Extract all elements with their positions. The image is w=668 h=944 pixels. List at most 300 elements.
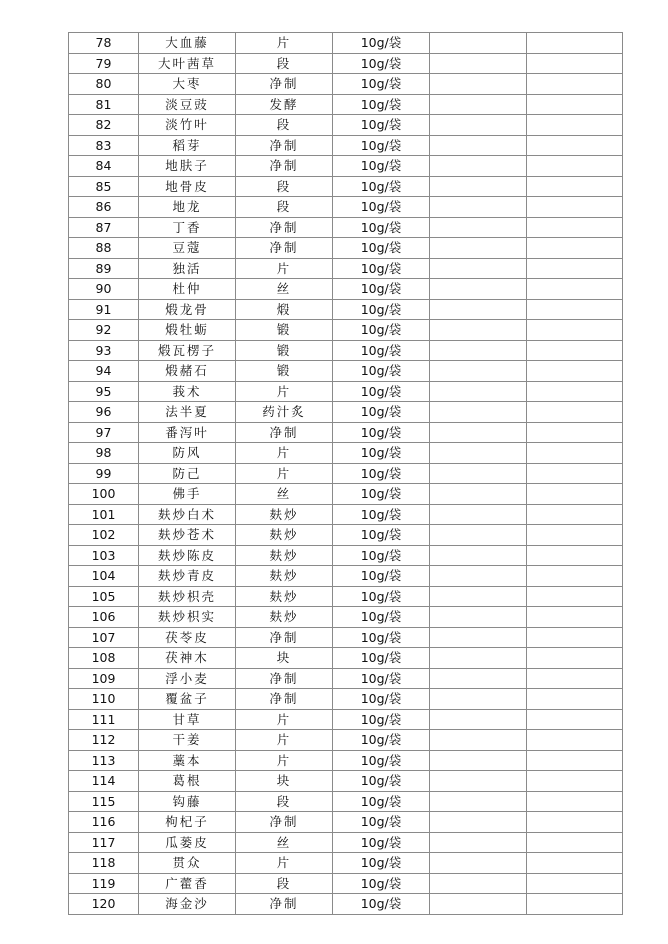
table-row [69, 402, 623, 423]
processing-method: 麸炒 [236, 566, 333, 587]
herb-name: 麸炒陈皮 [139, 545, 236, 566]
empty-cell-2 [527, 258, 623, 279]
herb-name: 番泻叶 [139, 422, 236, 443]
row-number: 96 [69, 402, 139, 423]
empty-cell-1 [430, 361, 527, 382]
package-spec: 10g/袋 [333, 689, 430, 710]
empty-cell-1 [430, 115, 527, 136]
processing-method: 丝 [236, 484, 333, 505]
table-row [69, 484, 623, 505]
table-row [69, 832, 623, 853]
package-spec: 10g/袋 [333, 709, 430, 730]
processing-method: 麸炒 [236, 607, 333, 628]
table-row [69, 791, 623, 812]
processing-method: 段 [236, 115, 333, 136]
table-row [69, 115, 623, 136]
table-row [69, 176, 623, 197]
processing-method: 净制 [236, 156, 333, 177]
table-row [69, 279, 623, 300]
empty-cell-1 [430, 873, 527, 894]
table-row [69, 853, 623, 874]
empty-cell-2 [527, 320, 623, 341]
herb-name: 瓜蒌皮 [139, 832, 236, 853]
herb-name: 地龙 [139, 197, 236, 218]
package-spec: 10g/袋 [333, 299, 430, 320]
empty-cell-2 [527, 791, 623, 812]
package-spec: 10g/袋 [333, 484, 430, 505]
empty-cell-1 [430, 525, 527, 546]
row-number: 103 [69, 545, 139, 566]
package-spec: 10g/袋 [333, 33, 430, 54]
empty-cell-2 [527, 627, 623, 648]
table-row [69, 730, 623, 751]
package-spec: 10g/袋 [333, 361, 430, 382]
empty-cell-2 [527, 299, 623, 320]
herb-name: 茯神木 [139, 648, 236, 669]
package-spec: 10g/袋 [333, 750, 430, 771]
processing-method: 净制 [236, 812, 333, 833]
empty-cell-1 [430, 730, 527, 751]
table-row [69, 33, 623, 54]
row-number: 84 [69, 156, 139, 177]
package-spec: 10g/袋 [333, 566, 430, 587]
row-number: 93 [69, 340, 139, 361]
processing-method: 净制 [236, 668, 333, 689]
row-number: 120 [69, 894, 139, 915]
empty-cell-1 [430, 566, 527, 587]
row-number: 83 [69, 135, 139, 156]
empty-cell-1 [430, 484, 527, 505]
row-number: 104 [69, 566, 139, 587]
row-number: 89 [69, 258, 139, 279]
table-row [69, 771, 623, 792]
row-number: 115 [69, 791, 139, 812]
row-number: 82 [69, 115, 139, 136]
herb-name: 防己 [139, 463, 236, 484]
empty-cell-1 [430, 258, 527, 279]
row-number: 97 [69, 422, 139, 443]
empty-cell-1 [430, 135, 527, 156]
package-spec: 10g/袋 [333, 422, 430, 443]
row-number: 112 [69, 730, 139, 751]
package-spec: 10g/袋 [333, 176, 430, 197]
package-spec: 10g/袋 [333, 648, 430, 669]
herb-name: 麸炒枳壳 [139, 586, 236, 607]
table-row [69, 217, 623, 238]
processing-method: 净制 [236, 627, 333, 648]
row-number: 87 [69, 217, 139, 238]
package-spec: 10g/袋 [333, 197, 430, 218]
empty-cell-2 [527, 443, 623, 464]
empty-cell-2 [527, 238, 623, 259]
herb-table-body [69, 33, 623, 915]
package-spec: 10g/袋 [333, 156, 430, 177]
table-row [69, 340, 623, 361]
table-row [69, 197, 623, 218]
package-spec: 10g/袋 [333, 853, 430, 874]
empty-cell-2 [527, 566, 623, 587]
empty-cell-1 [430, 94, 527, 115]
empty-cell-1 [430, 689, 527, 710]
table-row [69, 443, 623, 464]
empty-cell-1 [430, 33, 527, 54]
empty-cell-1 [430, 894, 527, 915]
package-spec: 10g/袋 [333, 258, 430, 279]
package-spec: 10g/袋 [333, 607, 430, 628]
table-row [69, 156, 623, 177]
empty-cell-1 [430, 771, 527, 792]
empty-cell-2 [527, 197, 623, 218]
table-row [69, 607, 623, 628]
empty-cell-2 [527, 115, 623, 136]
processing-method: 净制 [236, 689, 333, 710]
row-number: 90 [69, 279, 139, 300]
herb-name: 藁本 [139, 750, 236, 771]
empty-cell-1 [430, 279, 527, 300]
herb-name: 甘草 [139, 709, 236, 730]
empty-cell-1 [430, 750, 527, 771]
row-number: 78 [69, 33, 139, 54]
empty-cell-1 [430, 320, 527, 341]
empty-cell-1 [430, 791, 527, 812]
empty-cell-2 [527, 853, 623, 874]
empty-cell-2 [527, 156, 623, 177]
table-row [69, 689, 623, 710]
row-number: 109 [69, 668, 139, 689]
herb-name: 麸炒青皮 [139, 566, 236, 587]
empty-cell-1 [430, 463, 527, 484]
processing-method: 片 [236, 258, 333, 279]
empty-cell-1 [430, 381, 527, 402]
empty-cell-2 [527, 422, 623, 443]
herb-name: 独活 [139, 258, 236, 279]
processing-method: 煅 [236, 299, 333, 320]
row-number: 101 [69, 504, 139, 525]
empty-cell-2 [527, 832, 623, 853]
herb-name: 麸炒白术 [139, 504, 236, 525]
empty-cell-2 [527, 668, 623, 689]
row-number: 105 [69, 586, 139, 607]
package-spec: 10g/袋 [333, 668, 430, 689]
empty-cell-1 [430, 443, 527, 464]
processing-method: 块 [236, 648, 333, 669]
empty-cell-1 [430, 586, 527, 607]
package-spec: 10g/袋 [333, 771, 430, 792]
row-number: 100 [69, 484, 139, 505]
row-number: 85 [69, 176, 139, 197]
herb-name: 钩藤 [139, 791, 236, 812]
empty-cell-1 [430, 627, 527, 648]
row-number: 117 [69, 832, 139, 853]
empty-cell-2 [527, 53, 623, 74]
herb-name: 茯苓皮 [139, 627, 236, 648]
package-spec: 10g/袋 [333, 463, 430, 484]
processing-method: 净制 [236, 135, 333, 156]
herb-name: 覆盆子 [139, 689, 236, 710]
herb-name: 淡豆豉 [139, 94, 236, 115]
empty-cell-2 [527, 648, 623, 669]
row-number: 106 [69, 607, 139, 628]
package-spec: 10g/袋 [333, 812, 430, 833]
herb-name: 贯众 [139, 853, 236, 874]
package-spec: 10g/袋 [333, 53, 430, 74]
processing-method: 片 [236, 33, 333, 54]
package-spec: 10g/袋 [333, 873, 430, 894]
table-row [69, 53, 623, 74]
processing-method: 丝 [236, 279, 333, 300]
empty-cell-2 [527, 873, 623, 894]
row-number: 86 [69, 197, 139, 218]
empty-cell-2 [527, 463, 623, 484]
row-number: 88 [69, 238, 139, 259]
empty-cell-1 [430, 668, 527, 689]
package-spec: 10g/袋 [333, 340, 430, 361]
herb-name: 地骨皮 [139, 176, 236, 197]
row-number: 111 [69, 709, 139, 730]
processing-method: 片 [236, 853, 333, 874]
empty-cell-2 [527, 33, 623, 54]
herb-name: 煅牡蛎 [139, 320, 236, 341]
empty-cell-1 [430, 197, 527, 218]
row-number: 114 [69, 771, 139, 792]
empty-cell-1 [430, 217, 527, 238]
empty-cell-2 [527, 709, 623, 730]
processing-method: 发酵 [236, 94, 333, 115]
row-number: 98 [69, 443, 139, 464]
package-spec: 10g/袋 [333, 443, 430, 464]
processing-method: 片 [236, 443, 333, 464]
empty-cell-1 [430, 607, 527, 628]
empty-cell-1 [430, 422, 527, 443]
empty-cell-1 [430, 812, 527, 833]
processing-method: 丝 [236, 832, 333, 853]
table-row [69, 627, 623, 648]
empty-cell-2 [527, 525, 623, 546]
package-spec: 10g/袋 [333, 545, 430, 566]
table-row [69, 258, 623, 279]
herb-name: 海金沙 [139, 894, 236, 915]
empty-cell-2 [527, 484, 623, 505]
herb-name: 浮小麦 [139, 668, 236, 689]
package-spec: 10g/袋 [333, 135, 430, 156]
empty-cell-1 [430, 299, 527, 320]
empty-cell-2 [527, 607, 623, 628]
processing-method: 锻 [236, 320, 333, 341]
herb-name: 豆蔻 [139, 238, 236, 259]
herb-name: 杜仲 [139, 279, 236, 300]
table-row [69, 381, 623, 402]
package-spec: 10g/袋 [333, 279, 430, 300]
table-row [69, 135, 623, 156]
table-row [69, 545, 623, 566]
processing-method: 锻 [236, 361, 333, 382]
processing-method: 净制 [236, 422, 333, 443]
empty-cell-2 [527, 279, 623, 300]
row-number: 94 [69, 361, 139, 382]
package-spec: 10g/袋 [333, 402, 430, 423]
herb-name: 法半夏 [139, 402, 236, 423]
table-row [69, 238, 623, 259]
package-spec: 10g/袋 [333, 586, 430, 607]
processing-method: 段 [236, 873, 333, 894]
herb-name: 地肤子 [139, 156, 236, 177]
table-row [69, 812, 623, 833]
empty-cell-2 [527, 74, 623, 95]
empty-cell-2 [527, 340, 623, 361]
herb-name: 干姜 [139, 730, 236, 751]
table-row [69, 873, 623, 894]
empty-cell-2 [527, 586, 623, 607]
table-row [69, 750, 623, 771]
package-spec: 10g/袋 [333, 74, 430, 95]
table-row [69, 525, 623, 546]
herb-name: 煅龙骨 [139, 299, 236, 320]
herb-name: 淡竹叶 [139, 115, 236, 136]
row-number: 92 [69, 320, 139, 341]
row-number: 119 [69, 873, 139, 894]
empty-cell-1 [430, 545, 527, 566]
empty-cell-1 [430, 832, 527, 853]
table-row [69, 709, 623, 730]
empty-cell-2 [527, 504, 623, 525]
empty-cell-2 [527, 812, 623, 833]
empty-cell-2 [527, 730, 623, 751]
herb-name: 防风 [139, 443, 236, 464]
empty-cell-1 [430, 74, 527, 95]
empty-cell-1 [430, 238, 527, 259]
package-spec: 10g/袋 [333, 320, 430, 341]
row-number: 116 [69, 812, 139, 833]
processing-method: 块 [236, 771, 333, 792]
empty-cell-1 [430, 504, 527, 525]
processing-method: 药汁炙 [236, 402, 333, 423]
row-number: 91 [69, 299, 139, 320]
empty-cell-1 [430, 340, 527, 361]
empty-cell-2 [527, 894, 623, 915]
empty-cell-1 [430, 402, 527, 423]
table-row [69, 648, 623, 669]
processing-method: 锻 [236, 340, 333, 361]
empty-cell-2 [527, 750, 623, 771]
package-spec: 10g/袋 [333, 115, 430, 136]
processing-method: 麸炒 [236, 504, 333, 525]
herb-table [68, 32, 623, 915]
row-number: 108 [69, 648, 139, 669]
processing-method: 净制 [236, 74, 333, 95]
empty-cell-1 [430, 648, 527, 669]
row-number: 102 [69, 525, 139, 546]
herb-name: 莪术 [139, 381, 236, 402]
package-spec: 10g/袋 [333, 791, 430, 812]
table-row [69, 586, 623, 607]
processing-method: 段 [236, 176, 333, 197]
processing-method: 片 [236, 709, 333, 730]
processing-method: 段 [236, 791, 333, 812]
empty-cell-2 [527, 217, 623, 238]
table-row [69, 504, 623, 525]
package-spec: 10g/袋 [333, 238, 430, 259]
package-spec: 10g/袋 [333, 894, 430, 915]
table-row [69, 74, 623, 95]
empty-cell-2 [527, 176, 623, 197]
empty-cell-2 [527, 361, 623, 382]
herb-name: 枸杞子 [139, 812, 236, 833]
package-spec: 10g/袋 [333, 94, 430, 115]
herb-name: 大枣 [139, 74, 236, 95]
herb-name: 煅瓦楞子 [139, 340, 236, 361]
herb-name: 葛根 [139, 771, 236, 792]
empty-cell-2 [527, 689, 623, 710]
processing-method: 净制 [236, 894, 333, 915]
processing-method: 净制 [236, 238, 333, 259]
empty-cell-2 [527, 402, 623, 423]
processing-method: 段 [236, 53, 333, 74]
empty-cell-1 [430, 53, 527, 74]
row-number: 79 [69, 53, 139, 74]
package-spec: 10g/袋 [333, 730, 430, 751]
processing-method: 麸炒 [236, 525, 333, 546]
herb-name: 丁香 [139, 217, 236, 238]
empty-cell-2 [527, 545, 623, 566]
table-row [69, 422, 623, 443]
table-row [69, 94, 623, 115]
table-row [69, 320, 623, 341]
empty-cell-2 [527, 381, 623, 402]
empty-cell-1 [430, 156, 527, 177]
row-number: 80 [69, 74, 139, 95]
processing-method: 净制 [236, 217, 333, 238]
herb-name: 大血藤 [139, 33, 236, 54]
herb-name: 麸炒枳实 [139, 607, 236, 628]
table-row [69, 361, 623, 382]
package-spec: 10g/袋 [333, 217, 430, 238]
package-spec: 10g/袋 [333, 832, 430, 853]
processing-method: 麸炒 [236, 586, 333, 607]
herb-name: 煅赭石 [139, 361, 236, 382]
processing-method: 片 [236, 463, 333, 484]
row-number: 81 [69, 94, 139, 115]
processing-method: 片 [236, 750, 333, 771]
package-spec: 10g/袋 [333, 627, 430, 648]
row-number: 118 [69, 853, 139, 874]
row-number: 110 [69, 689, 139, 710]
herb-name: 麸炒苍术 [139, 525, 236, 546]
empty-cell-1 [430, 853, 527, 874]
herb-name: 稻芽 [139, 135, 236, 156]
table-row [69, 463, 623, 484]
table-row [69, 299, 623, 320]
empty-cell-2 [527, 771, 623, 792]
processing-method: 段 [236, 197, 333, 218]
package-spec: 10g/袋 [333, 504, 430, 525]
empty-cell-2 [527, 135, 623, 156]
processing-method: 片 [236, 730, 333, 751]
herb-name: 大叶茜草 [139, 53, 236, 74]
package-spec: 10g/袋 [333, 381, 430, 402]
row-number: 95 [69, 381, 139, 402]
row-number: 113 [69, 750, 139, 771]
empty-cell-1 [430, 709, 527, 730]
empty-cell-2 [527, 94, 623, 115]
row-number: 107 [69, 627, 139, 648]
row-number: 99 [69, 463, 139, 484]
table-row [69, 894, 623, 915]
table-row [69, 668, 623, 689]
table-row [69, 566, 623, 587]
herb-name: 佛手 [139, 484, 236, 505]
processing-method: 片 [236, 381, 333, 402]
empty-cell-1 [430, 176, 527, 197]
